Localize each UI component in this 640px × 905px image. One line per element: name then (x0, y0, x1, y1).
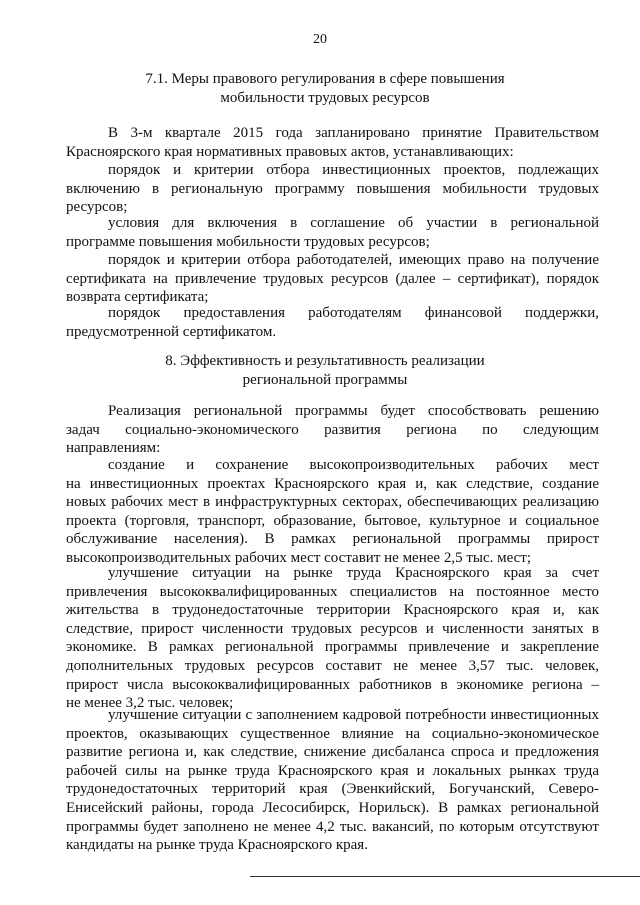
text-line: жительства в трудонедостаточные территории Красноярского края и, как (66, 602, 599, 619)
text-line: улучшение ситуации с заполнением кадровой потребности инвестиционных (108, 707, 599, 723)
paragraph (66, 456, 599, 568)
text-line: Красноярского края нормативных правовых актов, устанавливающих: (66, 143, 514, 160)
text-line: обслуживание населения). В рамках региональной программы прирост (66, 531, 599, 548)
paragraph (66, 161, 599, 217)
text-line: высокопроизводительных рабочих мест составит не менее 2,5 тыс. мест; (66, 549, 532, 566)
text-line: на инвестиционных проектах Красноярского края и, как следствие, создание (66, 475, 599, 492)
paragraph (66, 214, 599, 251)
text-line: включению в региональную программу повышения мобильности трудовых (66, 180, 599, 197)
text-line: дополнительных трудовых ресурсов составит не менее 3,57 тыс. человек, (66, 657, 599, 674)
section-title-line: мобильности трудовых ресурсов (220, 90, 430, 106)
text-line: проекта (торговля, транспорт, образование, бытовое, культурное и социальное (66, 512, 599, 529)
section-title-line: 7.1. Меры правового регулирования в сфере повышения (145, 71, 505, 87)
section-8-title (60, 352, 590, 390)
text-line: Енисейский районы, города Лесосибирск, Норильск). В рамках региональной (66, 799, 599, 816)
paragraph (66, 124, 599, 161)
section-title-line: региональной программы (242, 372, 408, 388)
text-line: направлениям: (66, 440, 161, 457)
text-line: привлечения высококвалифицированных специалистов на постоянное место (66, 583, 599, 600)
text-line: экономике. В рамках региональной программы привлечение и закрепление (66, 639, 599, 656)
text-line: предусмотренной сертификатом. (66, 323, 277, 340)
text-line: новых рабочих мест в инфраструктурных секторах, обеспечивающих реализацию (66, 494, 599, 511)
section-title-line: 8. Эффективность и результативность реализации (165, 353, 485, 369)
section-7-1-title (60, 70, 590, 108)
text-line: возврата сертификата; (66, 289, 209, 306)
text-line: прирост числа высококвалифицированных работников в экономике региона – (66, 676, 599, 693)
paragraph (66, 402, 599, 458)
text-line: рабочей силы на рынке труда Красноярского края и локальных рынках труда (66, 762, 599, 779)
text-line: программе повышения мобильности трудовых ресурсов; (66, 233, 430, 250)
text-line: порядок предоставления работодателям финансовой поддержки, (108, 305, 599, 321)
text-line: В 3-м квартале 2015 года запланировано принятие Правительством (108, 125, 599, 141)
paragraph (66, 706, 599, 855)
text-line: сертификата на привлечение трудовых ресурсов (далее – сертификат), порядок (66, 270, 599, 287)
paragraph (66, 251, 599, 307)
paragraph (66, 564, 599, 713)
text-line: развитие региона и, как следствие, снижение дисбаланса спроса и предложения (66, 744, 599, 761)
text-line: условия для включения в соглашение об участии в региональной (108, 215, 599, 231)
text-line: проектов, оказывающих существенное влияние на социально-экономическое (66, 725, 599, 742)
text-line: Реализация региональной программы будет способствовать решению (108, 403, 599, 419)
text-line: улучшение ситуации на рынке труда Красноярского края за счет (108, 565, 599, 581)
text-line: трудонедостаточных территорий края (Эвенкийский, Богучанский, Северо- (66, 781, 599, 798)
text-line: порядок и критерии отбора работодателей, имеющих право на получение (108, 252, 599, 268)
text-line: создание и сохранение высокопроизводительных рабочих мест (108, 457, 599, 473)
text-line: порядок и критерии отбора инвестиционных проектов, подлежащих (108, 162, 599, 178)
paragraph (66, 304, 599, 341)
text-line: следствие, прирост численности трудовых ресурсов и численности занятых в (66, 620, 599, 637)
text-line: задач социально-экономического развития региона по следующим (66, 421, 599, 438)
text-line: ресурсов; (66, 199, 128, 216)
text-line: кандидаты на рынке труда Красноярского края. (66, 837, 368, 854)
text-line: программы будет заполнено не менее 4,2 тыс. вакансий, по которым отсутствуют (66, 818, 599, 835)
text-line: не менее 3,2 тыс. человек; (66, 695, 234, 712)
footer-divider (250, 876, 640, 877)
page-number: 20 (313, 32, 327, 47)
